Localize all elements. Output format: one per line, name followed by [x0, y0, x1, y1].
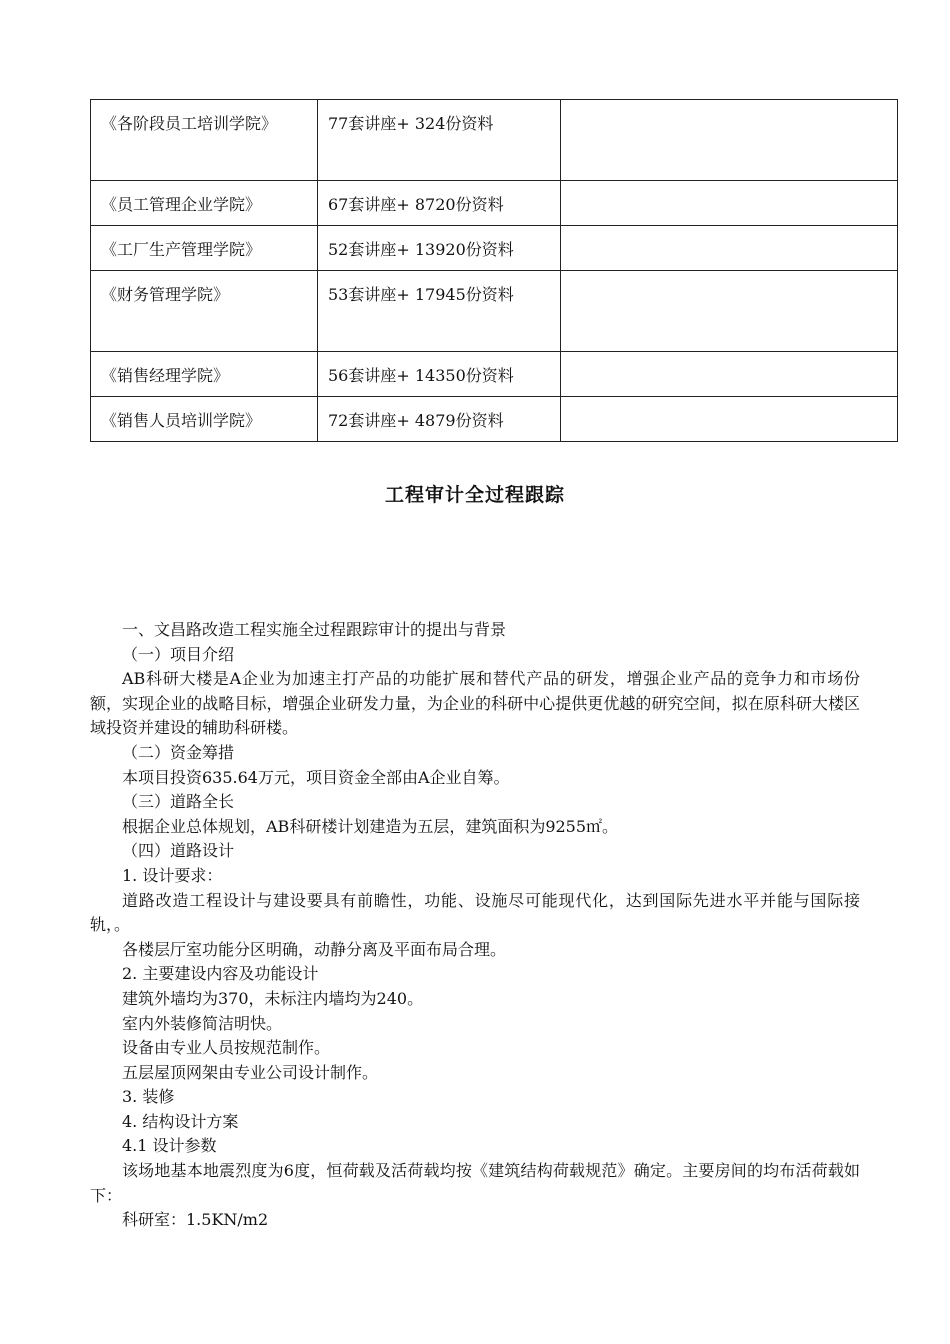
section-heading: 一、文昌路改造工程实施全过程跟踪审计的提出与背景 — [122, 620, 507, 639]
course-content-cell: 52套讲座+ 13920份资料 — [318, 226, 561, 271]
course-note-cell — [561, 100, 898, 181]
course-name-cell: 《各阶段员工培训学院》 — [91, 100, 318, 181]
body-paragraph: 根据企业总体规划，AB科研楼计划建造为五层，建筑面积为9255㎡。 — [122, 816, 619, 836]
table-row — [91, 271, 898, 352]
table-row — [91, 397, 898, 442]
numbered-heading: 3. 装修 — [122, 1087, 175, 1107]
body-paragraph: 本项目投资635.64万元，项目资金全部由A企业自筹。 — [122, 767, 510, 787]
course-content-cell: 77套讲座+ 324份资料 — [318, 100, 561, 181]
table-row — [91, 352, 898, 397]
course-content-cell: 67套讲座+ 8720份资料 — [318, 181, 561, 226]
body-paragraph: 道路改造工程设计与建设要具有前瞻性，功能、设施尽可能现代化，达到国际先进水平并能与国际接轨，。 — [90, 890, 860, 935]
subsection-heading: （三）道路全长 — [122, 792, 235, 812]
course-note-cell — [561, 181, 898, 226]
course-name-cell: 《销售经理学院》 — [91, 352, 318, 397]
body-paragraph: 各楼层厅室功能分区明确，动静分离及平面布局合理。 — [122, 939, 507, 959]
course-content-cell: 56套讲座+ 14350份资料 — [318, 352, 561, 397]
body-paragraph: 五层屋顶网架由专业公司设计制作。 — [122, 1062, 379, 1082]
course-note-cell — [561, 352, 898, 397]
table-row — [91, 226, 898, 271]
document-title: 工程审计全过程跟踪 — [384, 484, 565, 506]
course-note-cell — [561, 226, 898, 271]
table-row — [91, 181, 898, 226]
body-paragraph: 室内外装修简洁明快。 — [122, 1013, 283, 1033]
body-paragraph: 科研室：1.5KN/m2 — [122, 1210, 269, 1230]
course-table — [90, 99, 898, 442]
course-name-cell: 《工厂生产管理学院》 — [91, 226, 318, 271]
numbered-heading: 4.1 设计参数 — [122, 1136, 217, 1156]
course-name-cell: 《员工管理企业学院》 — [91, 181, 318, 226]
subsection-heading: （二）资金筹措 — [122, 742, 235, 762]
course-name-cell: 《财务管理学院》 — [91, 271, 318, 352]
subsection-heading: （四）道路设计 — [122, 841, 235, 861]
body-paragraph: 建筑外墙均为370，未标注内墙均为240。 — [122, 988, 424, 1008]
body-paragraph: 设备由专业人员按规范制作。 — [122, 1038, 331, 1058]
numbered-heading: 1. 设计要求： — [122, 865, 223, 885]
body-paragraph: AB科研大楼是A企业为加速主打产品的功能扩展和替代产品的研发，增强企业产品的竞争力和市场份额，实现企业的战略目标，增强企业研发力量，为企业的科研中心提供更优越的研究空间，拟在原科研大楼区域投资并建设的辅助科研楼。 — [90, 669, 860, 738]
table-row — [91, 100, 898, 181]
numbered-heading: 4. 结构设计方案 — [122, 1111, 239, 1131]
course-note-cell — [561, 397, 898, 442]
course-content-cell: 53套讲座+ 17945份资料 — [318, 271, 561, 352]
course-content-cell: 72套讲座+ 4879份资料 — [318, 397, 561, 442]
body-paragraph: 该场地基本地震烈度为6度，恒荷载及活荷载均按《建筑结构荷载规范》确定。主要房间的均布活荷载如下： — [90, 1161, 860, 1205]
subsection-heading: （一）项目介绍 — [122, 644, 235, 664]
document-body — [90, 618, 860, 1233]
course-name-cell: 《销售人员培训学院》 — [91, 397, 318, 442]
course-note-cell — [561, 271, 898, 352]
numbered-heading: 2. 主要建设内容及功能设计 — [122, 964, 319, 984]
